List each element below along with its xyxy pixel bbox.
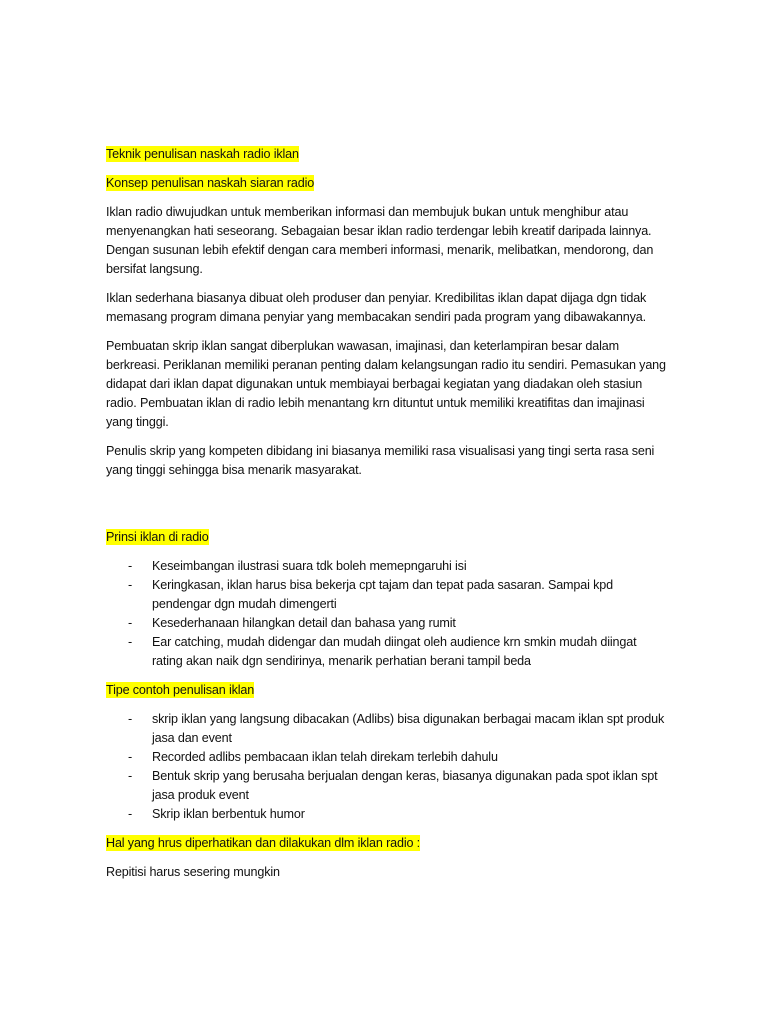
list-item: [106, 748, 666, 767]
dash-bullet: -: [128, 559, 133, 573]
list-item: [106, 710, 666, 748]
document-title: Teknik penulisan naskah radio iklan: [106, 147, 299, 161]
dash-bullet: -: [128, 750, 133, 764]
dash-bullet: -: [128, 635, 133, 649]
list-item-text: Keseimbangan ilustrasi suara tdk boleh memepngaruhi isi: [152, 559, 467, 573]
dash-bullet: -: [128, 616, 133, 630]
section-heading-konsep-block: [106, 174, 666, 193]
dash-bullet: -: [128, 807, 133, 821]
section-spacer: [106, 490, 666, 528]
paragraph-2: Iklan sederhana biasanya dibuat oleh produser dan penyiar. Kredibilitas iklan dapat dijaga dgn tidak memasang program dimana penyiar yang membacakan sendiri pada program yang dibawakannya.: [106, 291, 647, 324]
paragraph-repetisi: Repitisi harus sesering mungkin: [106, 865, 280, 879]
paragraph-4: Penulis skrip yang kompeten dibidang ini biasanya memiliki rasa visualisasi yang tingi serta rasa seni yang tinggi sehingga bisa menarik masyarakat.: [106, 444, 655, 477]
list-item: [106, 805, 666, 824]
list-item-text: Bentuk skrip yang berusaha berjualan dengan keras, biasanya digunakan pada spot iklan spt jasa produk event: [152, 769, 658, 802]
dash-bullet: -: [128, 712, 133, 726]
list-item: [106, 633, 666, 671]
section-heading-hal-block: [106, 834, 666, 853]
list-item-text: Skrip iklan berbentuk humor: [152, 807, 305, 821]
list-item-text: Recorded adlibs pembacaan iklan telah direkam terlebih dahulu: [152, 750, 498, 764]
section-heading-hal: Hal yang hrus diperhatikan dan dilakukan dlm iklan radio :: [106, 836, 421, 850]
list-item: [106, 767, 666, 805]
dash-bullet: -: [128, 769, 133, 783]
section-heading-tipe: Tipe contoh penulisan iklan: [106, 683, 255, 697]
paragraph-1: Iklan radio diwujudkan untuk memberikan informasi dan membujuk bukan untuk menghibur atau menyenangkan hati seseorang. Sebagaian besar iklan radio terdengar lebih kreatif daripada lainnya. Dengan susunan lebih efektif dengan cara memberi informasi, menarik, melibatkan, mendorong, dan bersifat langsung.: [106, 205, 654, 276]
section-heading-prinsip: Prinsi iklan di radio: [106, 530, 209, 544]
list-item: [106, 576, 666, 614]
list-item: [106, 557, 666, 576]
list-item-text: skrip iklan yang langsung dibacakan (Adlibs) bisa digunakan berbagai macam iklan spt produk jasa dan event: [152, 712, 665, 745]
list-item: [106, 614, 666, 633]
section-heading-tipe-block: [106, 681, 666, 700]
list-item-text: Kesederhanaan hilangkan detail dan bahasa yang rumit: [152, 616, 456, 630]
document-title-block: [106, 145, 666, 164]
paragraph-3: Pembuatan skrip iklan sangat diberplukan wawasan, imajinasi, dan keterlampiran besar dalam berkreasi. Periklanan memiliki peranan penting dalam kelangsungan radio itu sendiri. Pemasukan yang didapat dari iklan dapat digunakan untuk membiayai berbagai kegiatan yang diadakan oleh stasiun radio. Pembuatan iklan di radio lebih menantang krn dituntut untuk memiliki kreatifitas dan imajinasi yang tinggi.: [106, 339, 666, 429]
list-item-text: Ear catching, mudah didengar dan mudah diingat oleh audience krn smkin mudah diingat rating akan naik dgn sendirinya, menarik perhatian berani tampil beda: [152, 635, 637, 668]
section-heading-konsep: Konsep penulisan naskah siaran radio: [106, 176, 315, 190]
document-page: [106, 145, 666, 892]
section-heading-prinsip-block: [106, 528, 666, 547]
dash-bullet: -: [128, 578, 133, 592]
tipe-list: [106, 710, 666, 824]
list-item-text: Keringkasan, iklan harus bisa bekerja cpt tajam dan tepat pada sasaran. Sampai kpd pendengar dgn mudah dimengerti: [152, 578, 613, 611]
prinsip-list: [106, 557, 666, 671]
